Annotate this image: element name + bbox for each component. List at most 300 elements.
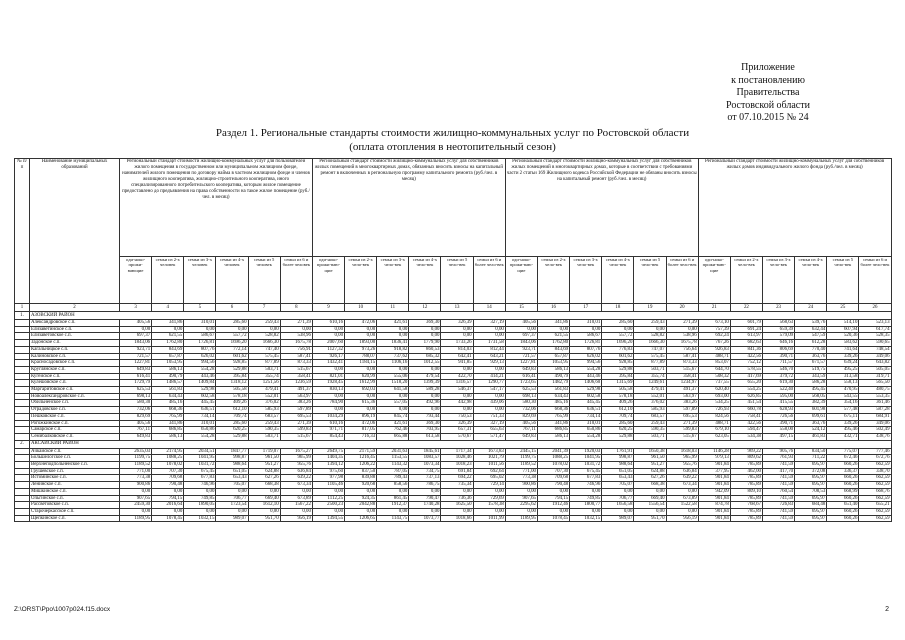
table-cell: 617,74	[859, 326, 891, 333]
table-cell: 686,85	[537, 427, 569, 434]
table-cell: 662,59	[859, 482, 891, 489]
table-cell: 610,16	[312, 320, 344, 327]
table-cell: 1199,75	[505, 455, 537, 462]
table-cell: 750,53	[441, 413, 473, 420]
table-cell: 271,39	[666, 320, 698, 327]
table-cell: 650,86	[570, 427, 602, 434]
table-cell: 579,09	[762, 333, 794, 340]
table-cell: 1088,25	[152, 455, 184, 462]
table-cell: 1028,46	[441, 455, 473, 462]
table-cell: 1650,38	[634, 448, 666, 455]
table-cell: 767,11	[120, 427, 152, 434]
page-number: 2	[885, 606, 889, 613]
row-number	[15, 333, 30, 340]
table-cell: 529,88	[216, 366, 248, 373]
subcolumn-header: семьи из 4-х человек	[216, 257, 248, 304]
table-cell: 534,25	[698, 400, 730, 407]
table-cell: 1612,10	[248, 502, 280, 509]
table-cell: 405,56	[505, 320, 537, 327]
table-cell: 0,00	[666, 326, 698, 333]
table-cell: 285,60	[602, 320, 634, 327]
table-cell: 585,93	[634, 407, 666, 414]
table-cell: 620,25	[602, 427, 634, 434]
table-cell: 612,28	[795, 340, 827, 347]
table-cell: 539,76	[795, 320, 827, 327]
table-cell: 529,88	[602, 366, 634, 373]
row-number	[15, 320, 30, 327]
table-cell: 1518,20	[377, 380, 409, 387]
table-cell: 788,07	[345, 353, 377, 360]
table-cell: 821,01	[312, 373, 344, 380]
table-cell: 1612,99	[345, 380, 377, 387]
table-cell: 668,36	[152, 407, 184, 414]
table-cell: 877,89	[634, 360, 666, 367]
column-number: 18	[602, 304, 634, 312]
table-cell: 1800,77	[570, 502, 602, 509]
table-cell: 488,71	[698, 420, 730, 427]
row-number	[15, 373, 30, 380]
table-cell: 1779,90	[409, 340, 441, 347]
table-cell: 0,00	[570, 488, 602, 495]
table-cell: 2042,88	[345, 502, 377, 509]
table-cell: 1041,95	[184, 455, 216, 462]
table-cell: 706,77	[602, 495, 634, 502]
settlement-name: Ачкайское с.п.	[30, 448, 120, 455]
table-cell: 977,98	[312, 475, 344, 482]
standards-table	[14, 158, 892, 522]
table-cell: 0,00	[120, 508, 152, 515]
table-cell: 969,22	[730, 448, 762, 455]
table-cell: 1083,57	[409, 455, 441, 462]
table-cell: 994,56	[184, 360, 216, 367]
table-cell: 1078,45	[152, 515, 184, 522]
table-cell: 695,02	[473, 475, 505, 482]
table-cell: 989,07	[216, 515, 248, 522]
table-cell: 259,43	[634, 420, 666, 427]
table-cell: 587,28	[859, 407, 891, 414]
table-cell: 741,59	[762, 508, 794, 515]
table-cell: 612,10	[216, 407, 248, 414]
table-cell: 695,97	[795, 508, 827, 515]
table-cell: 492,96	[409, 400, 441, 407]
table-cell: 610,16	[312, 420, 344, 427]
table-cell: 685,32	[409, 353, 441, 360]
district-row	[15, 440, 892, 448]
table-cell: 363,76	[795, 420, 827, 427]
column-number: 13	[441, 304, 473, 312]
table-cell: 768,67	[730, 502, 762, 509]
table-cell: 529,88	[216, 433, 248, 440]
table-cell: 0,00	[312, 366, 344, 373]
table-cell: 1112,25	[312, 495, 344, 502]
table-cell: 1522,58	[666, 502, 698, 509]
row-number	[15, 326, 30, 333]
table-cell: 613,97	[730, 333, 762, 340]
table-cell: 0,00	[280, 508, 312, 515]
settlement-name: Пешковское с.п.	[30, 413, 120, 420]
table-cell: 0,00	[345, 393, 377, 400]
row-number	[15, 427, 30, 434]
table-cell: 2041,39	[537, 448, 569, 455]
table-cell: 874,78	[698, 502, 730, 509]
table-cell: 553,35	[859, 393, 891, 400]
table-cell: 873,33	[280, 360, 312, 367]
table-cell: 0,00	[634, 326, 666, 333]
table-cell: 1227,81	[505, 360, 537, 367]
table-cell: 451,54	[730, 400, 762, 407]
table-cell: 1726,81	[184, 340, 216, 347]
settlement-name: Грушевское с.п.	[30, 468, 120, 475]
table-cell: 829,69	[120, 413, 152, 420]
table-cell: 495,45	[795, 387, 827, 394]
table-row	[15, 495, 892, 502]
table-cell: 575,45	[248, 353, 280, 360]
table-cell: 789,43	[377, 475, 409, 482]
table-cell: 942,09	[698, 488, 730, 495]
table-cell: 814,03	[441, 346, 473, 353]
table-cell: 926,17	[312, 353, 344, 360]
table-cell: 1920,03	[570, 448, 602, 455]
table-cell: 522,40	[762, 387, 794, 394]
table-cell: 443,46	[184, 373, 216, 380]
table-row	[15, 380, 892, 387]
table-cell: 310,01	[184, 320, 216, 327]
table-cell: 1316,57	[441, 380, 473, 387]
table-row	[15, 448, 892, 455]
table-cell: 785,89	[730, 508, 762, 515]
table-cell: 1847,77	[216, 448, 248, 455]
table-cell: 415,55	[762, 400, 794, 407]
table-cell: 941,85	[441, 360, 473, 367]
table-cell: 839,88	[345, 475, 377, 482]
table-cell: 1234,97	[666, 380, 698, 387]
table-cell: 896,19	[345, 413, 377, 420]
table-cell: 578,55	[730, 366, 762, 373]
table-cell: 926,83	[698, 346, 730, 353]
table-cell: 1216,45	[345, 455, 377, 462]
table-cell: 2649,75	[312, 448, 344, 455]
table-cell: 558,13	[827, 380, 859, 387]
table-cell: 0,00	[634, 488, 666, 495]
table-cell: 621,55	[537, 333, 569, 340]
column-number: 26	[859, 304, 891, 312]
table-cell: 586,67	[570, 333, 602, 340]
table-cell: 1733,26	[441, 340, 473, 347]
table-cell: 775,07	[827, 448, 859, 455]
table-cell: 1184,15	[345, 360, 377, 367]
column-number: 8	[280, 304, 312, 312]
table-cell: 1053,95	[152, 360, 184, 367]
district-name: АКСАЙСКИЙ РАЙОН	[30, 440, 892, 448]
table-cell: 675,45	[570, 468, 602, 475]
table-cell: 955,76	[666, 462, 698, 469]
table-cell: 1404,35	[312, 455, 344, 462]
row-number	[15, 448, 30, 455]
table-cell: 741,64	[827, 346, 859, 353]
table-cell: 1399,39	[409, 380, 441, 387]
table-cell: 602,58	[184, 393, 216, 400]
table-cell: 505,58	[602, 387, 634, 394]
table-cell: 354,16	[827, 400, 859, 407]
settlement-name: Самарское с.п.	[30, 427, 120, 434]
table-cell: 955,76	[280, 462, 312, 469]
table-cell: 1656,58	[602, 502, 634, 509]
table-cell: 1675,27	[280, 448, 312, 455]
table-cell: 495,25	[827, 366, 859, 373]
column-number: 15	[505, 304, 537, 312]
table-cell: 649,83	[120, 366, 152, 373]
table-cell: 1912,46	[537, 502, 569, 509]
table-cell: 741,59	[762, 462, 794, 469]
row-number	[15, 488, 30, 495]
row-number	[15, 482, 30, 489]
table-cell: 339,26	[827, 353, 859, 360]
table-cell: 672,76	[859, 455, 891, 462]
table-cell: 708,53	[795, 488, 827, 495]
table-cell: 734,75	[409, 468, 441, 475]
table-cell: 503,71	[248, 433, 280, 440]
table-cell: 405,56	[120, 420, 152, 427]
table-cell: 1762,80	[152, 340, 184, 347]
table-cell: 951,70	[634, 515, 666, 522]
table-cell: 390,71	[762, 353, 794, 360]
table-cell: 691,84	[441, 468, 473, 475]
table-cell: 900,86	[120, 482, 152, 489]
table-cell: 692,64	[473, 468, 505, 475]
table-cell: 554,28	[184, 366, 216, 373]
table-cell: 711,57	[762, 360, 794, 367]
table-cell: 515,67	[280, 433, 312, 440]
table-cell: 649,83	[505, 433, 537, 440]
table-cell: 1290,77	[473, 380, 505, 387]
table-cell: 643,82	[859, 360, 891, 367]
table-cell: 794,15	[537, 495, 569, 502]
table-cell: 561,83	[152, 387, 184, 394]
subcolumn-header: семьи из 6 и более чело-век	[859, 257, 891, 304]
table-row	[15, 488, 892, 495]
table-cell: 1189,95	[505, 515, 537, 522]
table-row	[15, 475, 892, 482]
row-number	[15, 407, 30, 414]
table-cell: 363,76	[795, 353, 827, 360]
table-cell: 0,00	[312, 326, 344, 333]
table-cell: 310,01	[184, 420, 216, 427]
table-cell: 675,11	[827, 413, 859, 420]
table-cell: 490,79	[152, 373, 184, 380]
table-cell: 1143,75	[377, 515, 409, 522]
table-cell: 1041,95	[570, 455, 602, 462]
table-cell: 679,10	[698, 427, 730, 434]
table-cell: 326,39	[441, 320, 473, 327]
row-number	[15, 360, 30, 367]
table-cell: 2445,15	[505, 448, 537, 455]
table-cell: 422,70	[441, 373, 473, 380]
table-cell: 841,36	[730, 346, 762, 353]
table-cell: 0,00	[537, 326, 569, 333]
table-cell: 627,26	[248, 475, 280, 482]
table-cell: 1432,41	[312, 360, 344, 367]
table-cell: 0,00	[441, 333, 473, 340]
table-cell: 1106,16	[377, 360, 409, 367]
table-cell: 623,05	[698, 433, 730, 440]
table-cell: 669,40	[634, 495, 666, 502]
table-cell: 1031,72	[570, 462, 602, 469]
appendix-line: Приложение	[741, 62, 795, 73]
table-cell: 505,58	[216, 387, 248, 394]
table-cell: 615,36	[345, 400, 377, 407]
table-cell: 657,31	[441, 427, 473, 434]
column-number: 1	[15, 304, 30, 312]
row-number	[15, 366, 30, 373]
table-cell: 707,30	[152, 468, 184, 475]
table-cell: 417,70	[762, 468, 794, 475]
table-cell: 691,24	[730, 326, 762, 333]
table-cell: 655,20	[730, 380, 762, 387]
table-cell: 773,38	[120, 475, 152, 482]
table-cell: 668,38	[634, 482, 666, 489]
table-cell: 568,05	[795, 393, 827, 400]
table-cell: 259,43	[634, 320, 666, 327]
table-cell: 1762,80	[537, 340, 569, 347]
settlement-name: Елизаветовское с.п.	[30, 333, 120, 340]
table-cell: 625,53	[505, 387, 537, 394]
table-cell: 735,34	[441, 482, 473, 489]
table-cell: 1078,02	[537, 462, 569, 469]
table-cell: 790,48	[537, 482, 569, 489]
subcolumn-header: семьи из 4-х чело-век	[409, 257, 441, 304]
subcolumn-header: семьи из 2-х чело-век	[345, 257, 377, 304]
table-cell: 1928,45	[312, 380, 344, 387]
table-cell: 503,71	[634, 366, 666, 373]
table-cell: 1034,29	[312, 413, 344, 420]
row-number	[15, 413, 30, 420]
table-cell: 1018,66	[441, 515, 473, 522]
table-cell: 534,38	[730, 433, 762, 440]
table-cell: 355,74	[248, 373, 280, 380]
table-cell: 684,48	[795, 502, 827, 509]
table-cell: 563,97	[280, 393, 312, 400]
table-cell: 376,02	[248, 400, 280, 407]
table-cell: 341,86	[537, 420, 569, 427]
table-cell: 1073,34	[409, 462, 441, 469]
table-cell: 0,00	[152, 326, 184, 333]
subcolumn-header: семьи из 3-х чело-век	[570, 257, 602, 304]
table-cell: 326,39	[441, 420, 473, 427]
table-cell: 0,00	[345, 508, 377, 515]
table-cell: 1723,54	[216, 502, 248, 509]
table-cell: 644,70	[698, 366, 730, 373]
table-cell: 0,00	[377, 393, 409, 400]
table-cell: 1729,79	[120, 380, 152, 387]
table-cell: 555,06	[377, 373, 409, 380]
table-cell: 1031,72	[184, 462, 216, 469]
table-cell: 0,00	[441, 366, 473, 373]
table-cell: 809,62	[730, 455, 762, 462]
settlement-name: Мишкинское с.п.	[30, 488, 120, 495]
table-cell: 1486,57	[152, 380, 184, 387]
table-cell: 790,47	[409, 495, 441, 502]
table-cell: 571,47	[473, 433, 505, 440]
column-number: 10	[345, 304, 377, 312]
table-cell: 1153,55	[377, 455, 409, 462]
table-cell: 0,00	[602, 488, 634, 495]
column-number-row	[15, 304, 892, 312]
table-cell: 673,34	[280, 482, 312, 489]
table-cell: 0,00	[120, 488, 152, 495]
table-cell: 1675,78	[666, 340, 698, 347]
table-cell: 1845,61	[409, 448, 441, 455]
table-cell: 616,41	[120, 373, 152, 380]
table-cell: 0,00	[152, 488, 184, 495]
table-cell: 772,14	[216, 346, 248, 353]
column-number: 19	[634, 304, 666, 312]
table-cell: 707,30	[537, 468, 569, 475]
table-cell: 785,89	[730, 475, 762, 482]
table-cell: 971,71	[312, 427, 344, 434]
table-cell: 706,77	[216, 495, 248, 502]
settlement-name: Круглянское с.п.	[30, 366, 120, 373]
row-number	[15, 340, 30, 347]
table-cell: 0,00	[345, 488, 377, 495]
settlement-name: Отрадовское с.п.	[30, 407, 120, 414]
table-cell: 590,35	[248, 427, 280, 434]
table-cell: 695,97	[795, 475, 827, 482]
table-cell: 310,01	[570, 420, 602, 427]
table-cell: 2635,03	[120, 448, 152, 455]
table-row	[15, 455, 892, 462]
table-cell: 0,00	[505, 508, 537, 515]
table-cell: 994,56	[570, 360, 602, 367]
table-cell: 2500,23	[312, 502, 344, 509]
column-number: 2	[30, 304, 120, 312]
table-row	[15, 482, 892, 489]
subcolumn-header: оди-ноко-прожи-ваю-щие	[505, 257, 537, 304]
table-cell: 339,26	[827, 420, 859, 427]
table-cell: 660,26	[827, 462, 859, 469]
table-cell: 624,88	[248, 468, 280, 475]
table-cell: 2031,63	[377, 448, 409, 455]
table-cell: 650,86	[184, 427, 216, 434]
column-number: 24	[795, 304, 827, 312]
table-cell: 587,41	[280, 353, 312, 360]
table-cell: 505,05	[859, 366, 891, 373]
table-cell: 662,59	[859, 475, 891, 482]
table-cell: 762,46	[377, 427, 409, 434]
table-cell: 1666,30	[634, 340, 666, 347]
row-number	[15, 515, 30, 522]
table-cell: 0,00	[441, 488, 473, 495]
table-cell: 641,58	[377, 387, 409, 394]
table-cell: 1890,05	[184, 502, 216, 509]
table-cell: 557,72	[602, 333, 634, 340]
table-cell: 901,84	[698, 482, 730, 489]
table-cell: 673,34	[666, 482, 698, 489]
table-cell: 271,39	[666, 420, 698, 427]
table-cell: 1227,81	[120, 360, 152, 367]
table-cell: 675,45	[184, 468, 216, 475]
table-cell: 620,99	[345, 373, 377, 380]
table-cell: 0,00	[248, 508, 280, 515]
table-cell: 589,28	[409, 387, 441, 394]
table-cell: 1625,50	[441, 502, 473, 509]
table-cell: 668,38	[248, 482, 280, 489]
table-cell: 443,46	[570, 373, 602, 380]
table-cell: 0,00	[473, 366, 505, 373]
table-cell: 693,00	[698, 393, 730, 400]
table-cell: 807,76	[570, 346, 602, 353]
table-cell: 747,40	[248, 346, 280, 353]
table-cell: 660,26	[827, 508, 859, 515]
